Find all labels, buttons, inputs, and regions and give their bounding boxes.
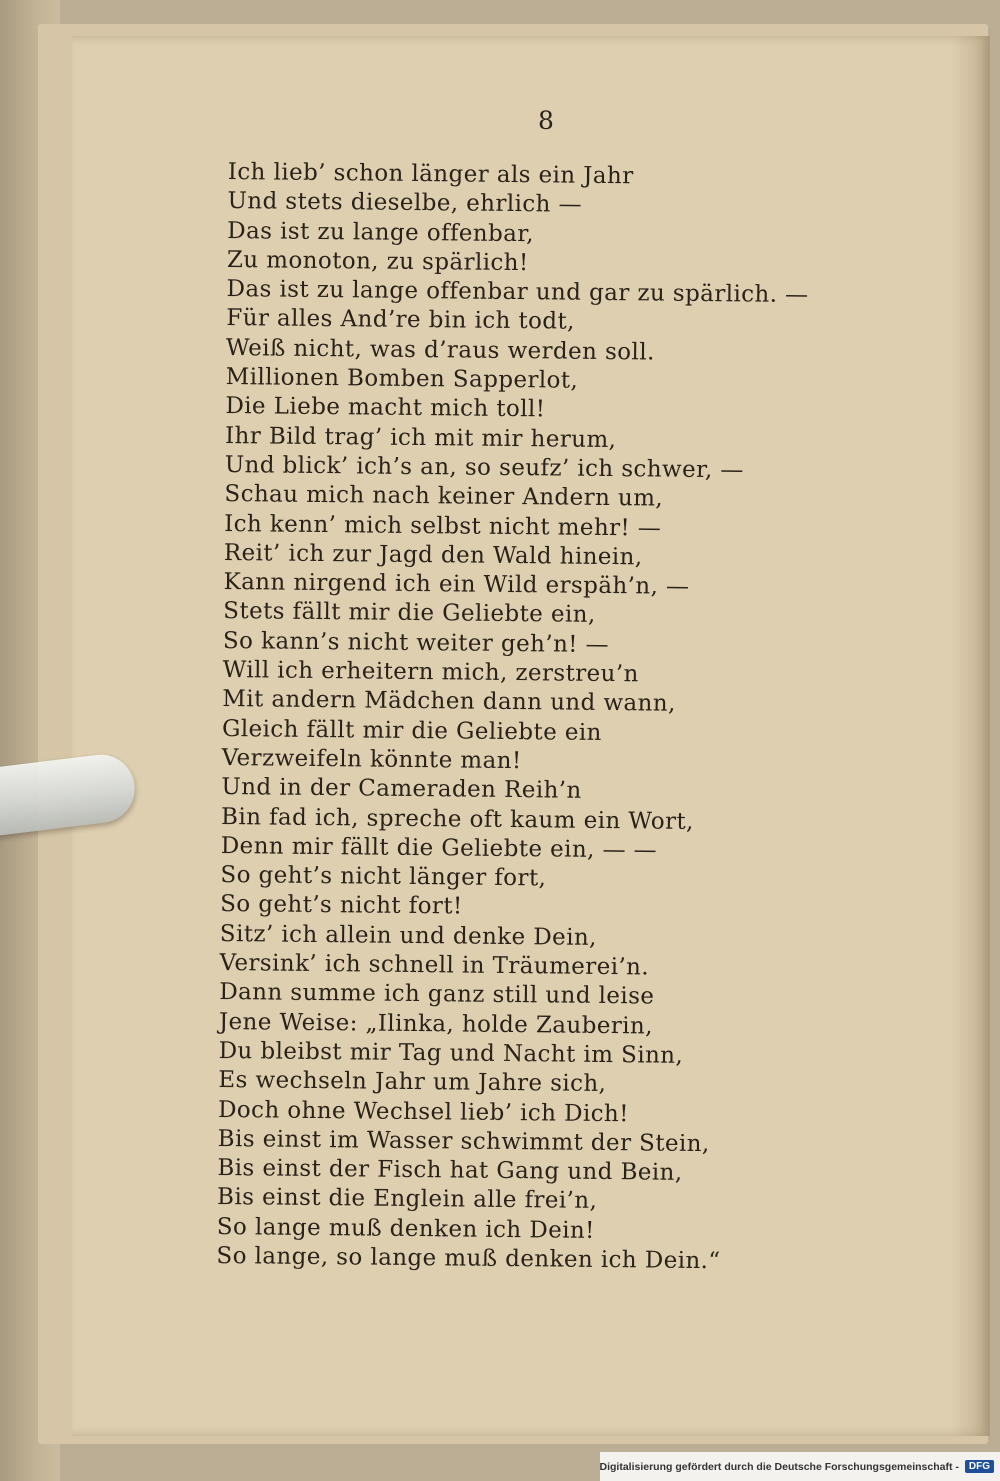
poem-line: Ich lieb’ schon länger als ein Jahr xyxy=(227,158,634,190)
poem-line: Die Liebe macht mich toll! xyxy=(225,393,546,423)
poem-line: Ich kenn’ mich selbst nicht mehr! — xyxy=(224,510,662,542)
page-number: 8 xyxy=(538,106,554,135)
poem-text xyxy=(216,158,809,1277)
poem-line: Das ist zu lange offenbar, xyxy=(227,217,535,247)
funding-notice: Digitalisierung gefördert durch die Deutsche Forschungsgemeinschaft - xyxy=(599,1460,959,1473)
poem-line: Schau mich nach keiner Andern um, xyxy=(224,481,664,512)
poem-line: Und blick’ ich’s an, so seufz’ ich schwer, — xyxy=(224,451,744,484)
poem-line: Du bleibst mir Tag und Nacht im Sinn, xyxy=(218,1037,684,1069)
poem-line: Denn mir fällt die Geliebte ein, — — xyxy=(220,832,658,864)
poem-line: Und in der Cameraden Reih’n xyxy=(221,774,582,804)
poem-line: Bin fad ich, spreche oft kaum ein Wort, xyxy=(220,803,694,835)
poem-line: So kann’s nicht weiter geh’n! — xyxy=(222,627,610,658)
poem-line: Bis einst im Wasser schwimmt der Stein, xyxy=(217,1125,710,1157)
poem-line: Kann nirgend ich ein Wild erspäh’n, — xyxy=(223,569,690,601)
poem-line: Ihr Bild trag’ ich mit mir herum, xyxy=(224,422,617,453)
poem-line: Und stets dieselbe, ehrlich — xyxy=(227,188,583,219)
poem-line: Für alles And’re bin ich todt, xyxy=(226,305,575,336)
poem-line: Reit’ ich zur Jagd den Wald hinein, xyxy=(223,539,643,571)
poem-line: So geht’s nicht fort! xyxy=(220,891,463,920)
poem-line: Millionen Bomben Sapperlot, xyxy=(225,364,579,394)
poem-line: So geht’s nicht länger fort, xyxy=(220,862,547,892)
poem-line: Es wechseln Jahr um Jahre sich, xyxy=(218,1067,607,1098)
dfg-logo-icon: DFG xyxy=(965,1460,994,1473)
poem-line: Dann summe ich ganz still und leise xyxy=(219,979,655,1010)
poem-line: Versink’ ich schnell in Träumerei’n. xyxy=(219,949,650,981)
poem-line: Das ist zu lange offenbar und gar zu spärlich. — xyxy=(226,276,809,309)
show-through-text xyxy=(770,170,890,1330)
poem-line: Will ich erheitern mich, zerstreu’n xyxy=(222,657,639,688)
poem-line: Weiß nicht, was d’raus werden soll. xyxy=(225,334,655,366)
poem-line: So lange muß denken ich Dein! xyxy=(216,1213,595,1244)
poem-line: Jene Weise: „Ilinka, holde Zauberin, xyxy=(218,1008,654,1040)
poem-line: Zu monoton, zu spärlich! xyxy=(226,246,529,277)
poem-line: Stets fällt mir die Geliebte ein, xyxy=(223,598,596,629)
poem-line: Doch ohne Wechsel lieb’ ich Dich! xyxy=(217,1096,629,1127)
poem-line: So lange, so lange muß denken ich Dein.“ xyxy=(216,1242,721,1275)
poem-line: Verzweifeln könnte man! xyxy=(221,744,522,775)
poem-line: Bis einst die Englein alle frei’n, xyxy=(216,1184,598,1215)
poem-line: Mit andern Mädchen dann und wann, xyxy=(222,686,676,718)
poem-line: Gleich fällt mir die Geliebte ein xyxy=(221,715,602,746)
poem-line: Sitz’ ich allein und denke Dein, xyxy=(219,920,597,951)
digitization-footer xyxy=(600,1452,1000,1481)
poem-line: Bis einst der Fisch hat Gang und Bein, xyxy=(217,1155,683,1186)
page-fold-shadow xyxy=(950,36,990,1436)
